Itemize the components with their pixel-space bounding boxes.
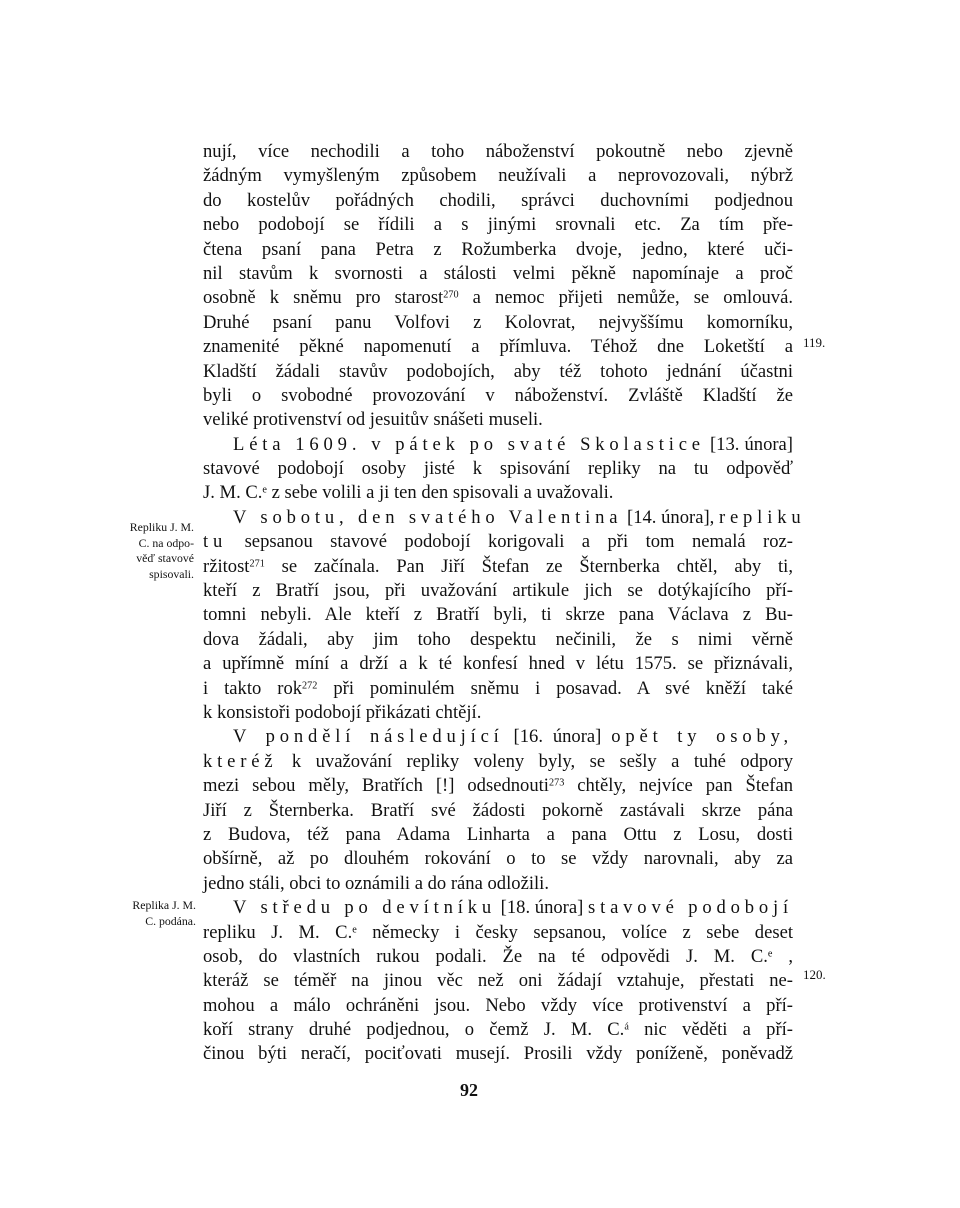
footnote-ref: 272: [302, 679, 318, 691]
text-line: [203, 823, 793, 847]
text-line: [203, 164, 793, 188]
text-span: z sebe volili a ji ten den spisovali a uvažovali.: [266, 482, 614, 504]
text-line: [203, 384, 793, 408]
text-span: z Budova, též pana Adama Linharta a pana Ottu z Losu, dosti: [203, 823, 793, 845]
text-span: a nemoc přijeti nemůže, se omlouvá.: [458, 287, 793, 309]
text-span: dova žádali, aby jim toho despektu nečinili, že s nimi věrně: [203, 628, 793, 650]
text-line: [203, 286, 793, 310]
text-span: osob, do vlastních rukou podali. Že na té odpovědi J. M. C.: [203, 945, 768, 967]
text-line: [203, 457, 793, 481]
text-span: nují, více nechodili a toho náboženství pokoutně nebo zjevně: [203, 141, 793, 162]
text-line: [203, 506, 806, 530]
text-span: při pominulém sněmu i posavad. A své kněží také: [317, 677, 793, 699]
text-span: do kostelův pořádných chodili, správci duchovními podjednou: [203, 189, 793, 211]
text-line: [203, 603, 793, 627]
text-line: [203, 774, 793, 798]
text-span: k uvažování repliky voleny byly, se sešly a tuhé odpory: [277, 750, 793, 772]
text-line: [203, 969, 793, 993]
text-line: [203, 189, 793, 213]
footnote-ref: 273: [548, 777, 565, 789]
spaced-text: kteréž: [203, 750, 278, 772]
text-line: [203, 335, 793, 359]
main-text: [203, 140, 806, 1067]
margin-note-line: C. podána.: [145, 913, 196, 928]
text-line: [203, 677, 793, 701]
margin-line-number: 119.: [803, 335, 826, 350]
footnote-ref: 270: [443, 289, 459, 301]
text-line: [203, 530, 793, 554]
text-span: nebo podobojí se řídili a s jinými srovnali etc. Za tím pře-: [203, 214, 793, 236]
text-span: se začínala. Pan Jiří Štefan ze Šternberka chtěl, aby ti,: [264, 555, 793, 577]
text-line: [203, 799, 793, 823]
text-span: Druhé psaní panu Volfovi z Kolovrat, nejvyššímu komorníku,: [203, 311, 793, 333]
text-line: [203, 213, 793, 237]
margin-note-line: Repliku J. M.: [129, 520, 194, 534]
text-line: [203, 262, 793, 286]
text-span: tomni nebyli. Ale kteří z Bratří byli, ti skrze pana Václava z Bu-: [203, 604, 793, 626]
text-span: německy i česky sepsanou, volíce z sebe deset: [356, 921, 793, 943]
text-span: chtěly, nejvíce pan Štefan: [564, 775, 793, 797]
footnote-ref: á: [624, 1021, 629, 1033]
text-line: [203, 994, 793, 1018]
margin-line-number: 120.: [803, 967, 826, 982]
spaced-text: V středu po devítníku: [233, 897, 496, 919]
spaced-text: opět ty osoby,: [611, 726, 793, 748]
text-span: kteráž se téměř na jinou věc než oni žádají vztahuje, přestati ne-: [203, 970, 793, 992]
text-span: a upřímně míní a drží a k té konfesí hned v létu 1575. se přiznávali,: [203, 653, 793, 675]
text-span: veliké protivenství od jesuitův snášeti museli.: [203, 409, 543, 431]
text-line: [203, 1018, 793, 1042]
text-span: [13. února]: [704, 433, 794, 455]
spaced-text: stavové podobojí: [588, 897, 793, 919]
spaced-text: Léta 1609. v pátek po svaté Skolastice: [233, 433, 705, 455]
text-span: sepsanou stavové podobojí korigovali a při tom nemalá roz-: [227, 531, 793, 553]
text-span: i takto rok: [203, 677, 303, 699]
text-line: [203, 555, 793, 579]
text-span: repliku J. M. C.: [203, 921, 353, 943]
footnote-ref: 271: [249, 558, 265, 570]
page-number: 92: [460, 1080, 478, 1100]
text-span: ržitost: [203, 555, 250, 577]
margin-note-line: věď stavové: [136, 551, 194, 565]
text-line: [203, 652, 793, 676]
text-span: žádným vymyšleným způsobem neužívali a neprovozovali, nýbrž: [203, 165, 793, 187]
margin-note-line: Replika J. M.: [132, 898, 196, 912]
text-span: [16. února]: [503, 726, 612, 748]
footnote-ref: e: [352, 923, 357, 935]
text-span: k konsistoři podobojí přikázati chtějí.: [203, 701, 482, 723]
margin-note-replika-podana: [106, 898, 196, 929]
text-span: nic věděti a pří-: [628, 1019, 794, 1041]
text-line: [203, 238, 793, 262]
text-line: [203, 750, 793, 774]
spaced-text: V pondělí následující: [233, 726, 504, 748]
text-line: [203, 847, 793, 871]
spaced-text: V sobotu, den svatého Valentina: [233, 506, 623, 528]
text-span: čtena psaní pana Petra z Rožumberka dvoje, jedno, které uči-: [203, 238, 793, 260]
text-line: [203, 311, 793, 335]
text-line: [203, 408, 793, 432]
text-line: [203, 140, 793, 164]
text-span: mohou a málo ochráněni jsou. Nebo vždy více protivenství a pří-: [203, 994, 793, 1016]
text-span: [18. února]: [495, 897, 589, 919]
text-span: byli o svobodné provozování v náboženství. Zvláště Kladští že: [203, 384, 793, 406]
text-span: [14. února],: [622, 506, 719, 528]
text-span: mezi sebou měly, Bratřích [!] odsednouti: [203, 775, 549, 797]
text-line: [203, 725, 793, 749]
text-span: Jiří z Šternberka. Bratří své žádosti pokorně zastávali skrze pána: [203, 799, 793, 821]
text-span: kteří z Bratří jsou, při uvažování artikule jich se dotýkajícího pří-: [203, 580, 793, 602]
text-span: jedno stáli, obci to oznámili a do rána odložili.: [203, 872, 549, 894]
text-line: [203, 701, 793, 725]
text-span: J. M. C.: [203, 482, 263, 504]
text-span: obšírně, až po dlouhém rokování o to se vždy narovnali, aby za: [203, 848, 793, 870]
text-span: koří strany druhé podjednou, o čemž J. M. C.: [203, 1019, 625, 1041]
text-line: [203, 945, 793, 969]
text-span: Kladští žádali stavův podobojích, aby též tohoto jednání účastni: [203, 360, 793, 382]
spaced-text: tu: [203, 531, 228, 553]
text-span: znamenité pěkné napomenutí a přímluva. Téhož dne Loketští a: [203, 336, 793, 358]
margin-note-replika-spisovali: [108, 520, 194, 582]
text-line: [203, 628, 793, 652]
text-line: [203, 896, 793, 920]
text-line: [203, 921, 793, 945]
text-line: [203, 579, 793, 603]
text-line: [203, 872, 793, 896]
text-line: [203, 433, 793, 457]
spaced-text: repliku: [718, 506, 806, 528]
text-span: ,: [772, 945, 794, 967]
text-line: [203, 360, 793, 384]
margin-note-line: spisovali.: [149, 566, 194, 581]
footnote-ref: e: [767, 948, 773, 960]
text-span: stavové podobojí osoby jisté k spisování repliky na tu odpověď: [203, 458, 793, 480]
text-span: činou býti neračí, pociťovati musejí. Prosili vždy poníženě, poněvadž: [203, 1043, 793, 1065]
text-span: nil stavům k svornosti a stálosti velmi pěkně napomínaje a proč: [203, 262, 793, 284]
text-span: osobně k sněmu pro starost: [203, 287, 444, 309]
text-line: [203, 481, 793, 505]
margin-note-line: C. na odpo-: [138, 535, 194, 550]
footnote-ref: e: [262, 484, 267, 496]
text-line: [203, 1042, 793, 1066]
